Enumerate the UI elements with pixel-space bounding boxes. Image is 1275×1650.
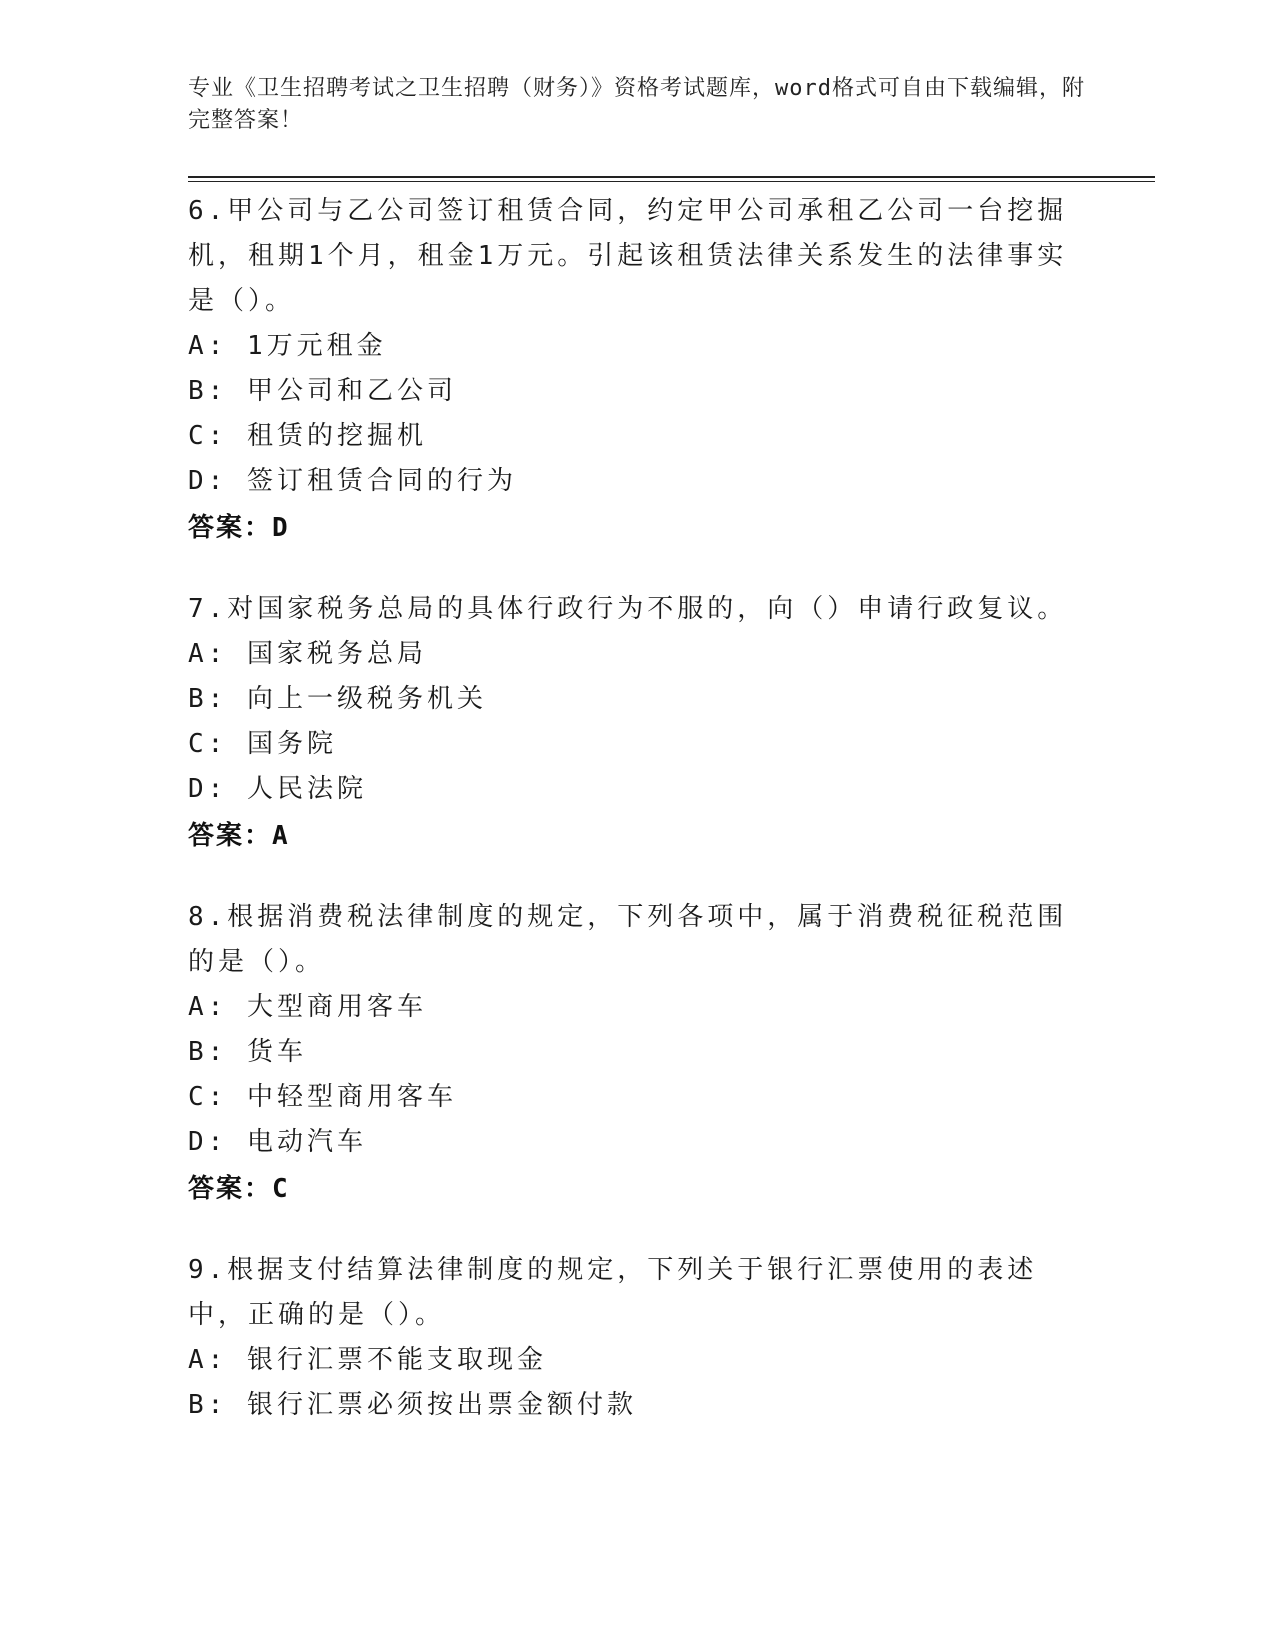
option-b: B: 银行汇票必须按出票金额付款	[188, 1390, 637, 1420]
question-list	[188, 189, 1088, 1464]
option-b: B: 向上一级税务机关	[188, 684, 487, 714]
option-a: A: 国家税务总局	[188, 639, 427, 669]
option-d: D: 人民法院	[188, 774, 367, 804]
answer-line: 答案：C	[188, 1174, 290, 1204]
option-c: C: 租赁的挖掘机	[188, 421, 427, 451]
question-stem: 6.甲公司与乙公司签订租赁合同，约定甲公司承租乙公司一台挖掘机，租期1个月，租金1万元。引起该租赁法律关系发生的法律事实是（）。	[188, 196, 1068, 316]
option-d: D: 签订租赁合同的行为	[188, 466, 517, 496]
option-b: B: 甲公司和乙公司	[188, 376, 457, 406]
option-a: A: 大型商用客车	[188, 992, 427, 1022]
answer-line: 答案：D	[188, 513, 290, 543]
option-d: D: 电动汽车	[188, 1127, 367, 1157]
option-c: C: 中轻型商用客车	[188, 1082, 457, 1112]
question-stem: 7.对国家税务总局的具体行政行为不服的，向（）申请行政复议。	[188, 594, 1068, 624]
question-stem: 8.根据消费税法律制度的规定，下列各项中，属于消费税征税范围的是（）。	[188, 902, 1068, 977]
question-9	[188, 1248, 1088, 1428]
question-8	[188, 895, 1088, 1212]
header-divider-thick	[188, 176, 1155, 178]
header-divider-thin	[188, 181, 1155, 182]
option-a: A: 1万元租金	[188, 331, 387, 361]
question-stem: 9.根据支付结算法律制度的规定，下列关于银行汇票使用的表述中，正确的是（）。	[188, 1255, 1038, 1330]
question-6	[188, 189, 1088, 551]
option-a: A: 银行汇票不能支取现金	[188, 1345, 547, 1375]
question-7	[188, 587, 1088, 859]
option-b: B: 货车	[188, 1037, 307, 1067]
document-header: 专业《卫生招聘考试之卫生招聘（财务）》资格考试题库，word格式可自由下载编辑，附完整答案！	[188, 76, 1085, 133]
answer-line: 答案：A	[188, 821, 290, 851]
option-c: C: 国务院	[188, 729, 337, 759]
